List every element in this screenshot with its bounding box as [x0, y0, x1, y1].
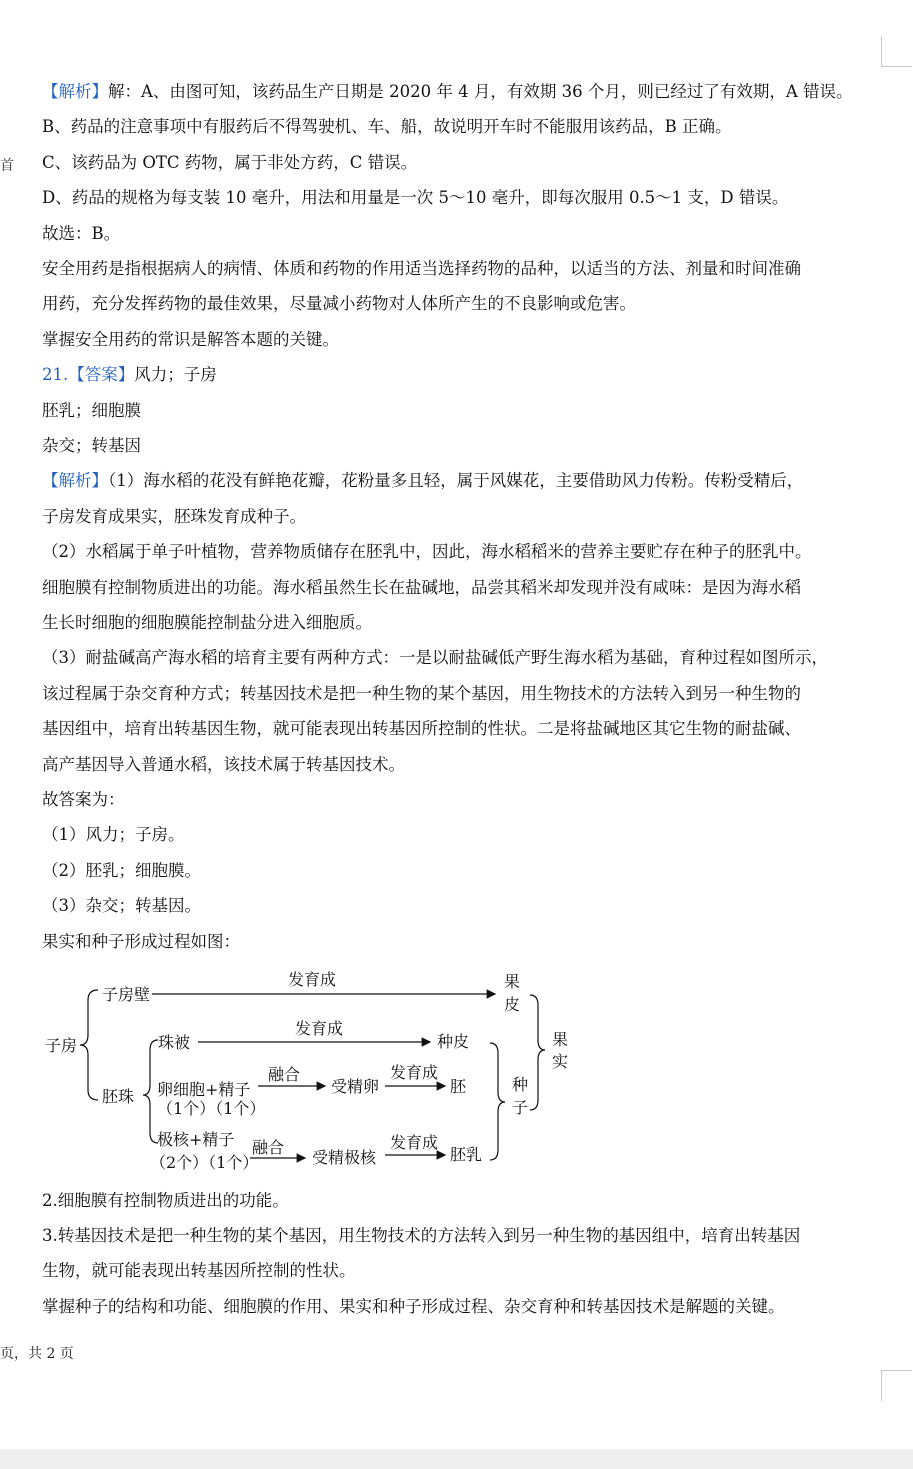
fruit-seed-formation-diagram	[40, 965, 600, 1180]
text-line	[42, 612, 902, 634]
diagram-fayucheng-2: 发育成	[295, 1019, 344, 1038]
text-line	[42, 116, 902, 138]
label-prefix: 【解析】	[42, 471, 108, 491]
text-line	[42, 329, 902, 351]
page-footer: 页，共 2 页	[0, 1346, 74, 1362]
diagram-peiru: 胚乳	[450, 1145, 483, 1164]
diagram-pei: 胚	[450, 1077, 467, 1096]
text-line	[42, 187, 902, 209]
text-line	[42, 931, 902, 953]
text-line	[42, 1190, 902, 1212]
line-text: 解：A、由图可知，该药品生产日期是 2020 年 4 月，有效期 36 个月，则已经过了有效期，A 错误。	[108, 82, 853, 101]
text-line	[42, 754, 902, 776]
diagram-zifangbi: 子房壁	[102, 985, 151, 1004]
line-text: 故选：B。	[42, 223, 121, 243]
text-line	[42, 364, 902, 386]
line-text: 胚乳；细胞膜	[42, 400, 141, 420]
text-line	[42, 506, 902, 528]
line-text: （2）水稻属于单子叶植物，营养物质储存在胚乳中，因此，海水稻稻米的营养主要贮存在种子的胚乳中。	[42, 542, 812, 562]
line-text: （3）杂交；转基因。	[42, 896, 201, 916]
text-line	[42, 293, 902, 315]
text-line	[42, 223, 902, 245]
line-text: 安全用药是指根据病人的病情、体质和药物的作用适当选择药物的品种，以适当的方法、剂量和时间准确	[42, 259, 801, 278]
diagram-luan-count: （1个）（1个）	[157, 1099, 266, 1118]
text-line	[42, 647, 902, 669]
text-line	[42, 152, 902, 174]
line-text: （1）海水稻的花没有鲜艳花瓣，花粉量多且轻，属于风媒花，主要借助风力传粉。传粉受精后，	[108, 471, 804, 491]
diagram-zifang: 子房	[45, 1036, 78, 1055]
diagram-zhong: 种	[512, 1075, 529, 1094]
text-line	[42, 541, 902, 563]
line-text: 3.转基因技术是把一种生物的某个基因，用生物技术的方法转入到另一种生物的基因组中，培育出转基因	[42, 1226, 801, 1246]
line-text: 果实和种子形成过程如图：	[42, 931, 240, 951]
text-line	[42, 81, 902, 103]
viewer-bottom-strip	[0, 1449, 913, 1469]
text-line	[42, 577, 902, 599]
crop-mark-bottom-right	[881, 1370, 912, 1401]
line-text: B、药品的注意事项中有服药后不得驾驶机、车、船，故说明开车时不能服用该药品，B 正确。	[42, 117, 732, 137]
text-line	[42, 895, 902, 917]
diagram-jihe: 极核+精子	[157, 1130, 235, 1149]
diagram-shoujingluan: 受精卵	[331, 1077, 380, 1096]
line-text: 高产基因导入普通水稻，该技术属于转基因技术。	[42, 754, 405, 774]
diagram-shoujingjihe: 受精极核	[312, 1148, 377, 1167]
label-prefix: 【解析】	[42, 82, 108, 101]
text-line	[42, 1296, 902, 1318]
text-line	[42, 789, 902, 811]
text-line	[42, 860, 902, 882]
text-line	[42, 718, 902, 740]
line-text: 杂交；转基因	[42, 436, 141, 455]
text-line	[42, 1225, 902, 1247]
diagram-guoshi-2: 实	[552, 1052, 569, 1071]
diagram-ronghe-1: 融合	[268, 1065, 301, 1084]
line-text: C、该药品为 OTC 药物，属于非处方药，C 错误。	[42, 152, 418, 172]
text-line	[42, 400, 902, 422]
diagram-zhongpi: 种皮	[437, 1032, 470, 1051]
diagram-ronghe-2: 融合	[252, 1138, 285, 1157]
crop-mark-top-right	[881, 36, 912, 67]
line-text: D、药品的规格为每支装 10 毫升，用法和用量是一次 5～10 毫升，即每次服用 0.5～1 支，D 错误。	[42, 188, 789, 208]
line-text: 子房发育成果实，胚珠发育成种子。	[42, 506, 306, 526]
line-text: 用药，充分发挥药物的最佳效果，尽量减小药物对人体所产生的不良影响或危害。	[42, 294, 636, 314]
line-text: 2.细胞膜有控制物质进出的功能。	[42, 1191, 289, 1210]
line-text: （3）耐盐碱高产海水稻的培育主要有两种方式：一是以耐盐碱低产野生海水稻为基础，育种过程如图所示，	[42, 648, 828, 668]
diagram-guoshi-1: 果	[552, 1030, 569, 1049]
diagram-fayucheng-3: 发育成	[390, 1063, 439, 1082]
diagram-fayucheng-4: 发育成	[390, 1133, 439, 1152]
text-line	[42, 435, 902, 457]
label-prefix: 21.【答案】	[42, 365, 135, 385]
diagram-zhubei: 珠被	[158, 1033, 191, 1052]
diagram-fayucheng-1: 发育成	[288, 970, 337, 989]
diagram-pi: 皮	[504, 995, 521, 1014]
text-line	[42, 683, 902, 705]
edge-fragment: 首	[0, 158, 14, 174]
text-line	[42, 470, 902, 492]
diagram-zi: 子	[512, 1098, 529, 1117]
line-text: （1）风力；子房。	[42, 825, 185, 845]
line-text: 该过程属于杂交育种方式；转基因技术是把一种生物的某个基因，用生物技术的方法转入到另一种生物的	[42, 683, 801, 703]
text-line	[42, 824, 902, 846]
line-text: 细胞膜有控制物质进出的功能。海水稻虽然生长在盐碱地，品尝其稻米却发现并没有咸味：是因为海水稻	[42, 577, 801, 597]
diagram-jihe-count: （2个）（1个）	[150, 1153, 259, 1172]
line-text: （2）胚乳；细胞膜。	[42, 860, 201, 880]
line-text: 基因组中，培育出转基因生物，就可能表现出转基因所控制的性状。二是将盐碱地区其它生物的耐盐碱、	[42, 719, 801, 739]
line-text: 掌握安全用药的常识是解答本题的关键。	[42, 329, 339, 349]
line-text: 生物，就可能表现出转基因所控制的性状。	[42, 1261, 356, 1281]
line-text: 生长时细胞的细胞膜能控制盐分进入细胞质。	[42, 613, 372, 632]
diagram-guo: 果	[504, 972, 521, 991]
line-text: 故答案为：	[42, 790, 125, 809]
diagram-peizhu: 胚珠	[102, 1087, 135, 1106]
text-line	[42, 1260, 902, 1282]
diagram-luanxibao: 卵细胞+精子	[157, 1080, 251, 1099]
line-text: 风力；子房	[134, 365, 217, 385]
line-text: 掌握种子的结构和功能、细胞膜的作用、果实和种子形成过程、杂交育种和转基因技术是解题的关键。	[42, 1296, 785, 1316]
text-line	[42, 258, 902, 280]
